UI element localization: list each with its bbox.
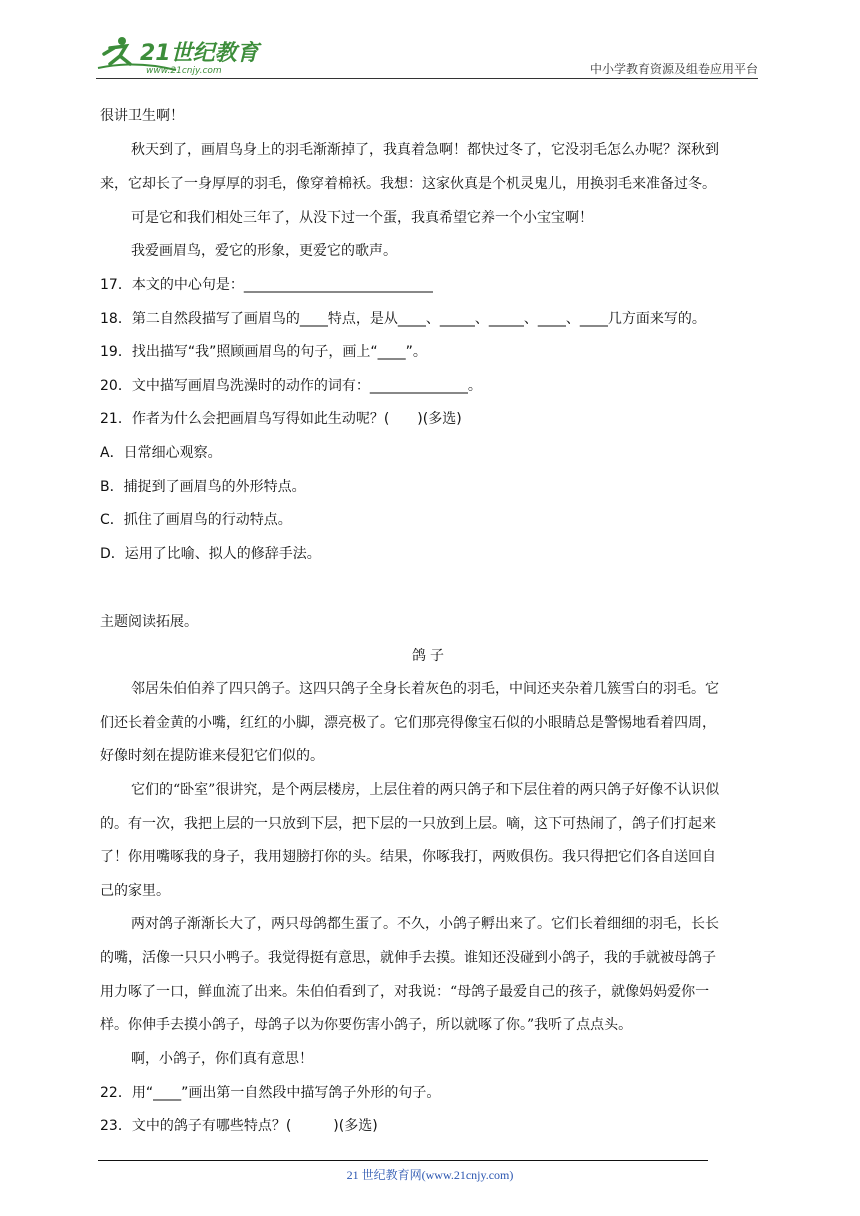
question-18: 18．第二自然段描写了画眉鸟的____特点，是从____、_____、_____、____、____几方面来写的。 [100,311,706,327]
passage-line: 可是它和我们相处三年了，从没下过一个蛋，我真希望它养一个小宝宝啊！ [131,210,593,226]
option-c: C．抓住了画眉鸟的行动特点。 [100,512,292,528]
question-20: 20．文中描写画眉鸟洗澡时的动作的词有：______________。 [100,378,482,394]
section-heading: 主题阅读拓展。 [100,614,198,630]
passage-line: 它们的“卧室”很讲究，是个两层楼房，上层住着的两只鸽子和下层住着的两只鸽子好像不认识似 [131,782,720,798]
passage-line: 己的家里。 [100,883,170,899]
option-a: A．日常细心观察。 [100,445,222,461]
question-21: 21．作者为什么会把画眉鸟写得如此生动呢？( )(多选) [100,411,462,427]
header-tagline: 中小学教育资源及组卷应用平台 [589,62,758,76]
passage-line: 啊，小鸽子，你们真有意思！ [131,1051,313,1067]
passage-line: 很讲卫生啊！ [100,108,184,124]
question-23: 23．文中的鸽子有哪些特点？( )(多选) [100,1118,378,1134]
option-d: D．运用了比喻、拟人的修辞手法。 [100,546,321,562]
passage-line: 用力啄了一口，鲜血流了出来。朱伯伯看到了，对我说：“母鸽子最爱自己的孩子，就像妈妈爱你一 [100,984,710,1000]
question-19: 19．找出描写“我”照顾画眉鸟的句子，画上“____”。 [100,344,427,360]
question-22: 22．用“____”画出第一自然段中描写鸽子外形的句子。 [100,1085,441,1101]
passage-line: 两对鸽子渐渐长大了，两只母鸽都生蛋了。不久，小鸽子孵出来了。它们长着细细的羽毛，长长 [131,916,719,932]
footer-link[interactable]: 21 世纪教育网(www.21cnjy.com) [346,1168,514,1182]
passage-line: 我爱画眉鸟，爱它的形象，更爱它的歌声。 [131,243,397,259]
passage-line: 的。有一次，我把上层的一只放到下层，把下层的一只放到上层。嘀，这下可热闹了，鸽子们打起来 [100,816,716,832]
question-17: 17．本文的中心句是：___________________________ [100,277,433,293]
passage-line: 邻居朱伯伯养了四只鸽子。这四只鸽子全身长着灰色的羽毛，中间还夹杂着几簇雪白的羽毛。它 [131,681,719,697]
logo-url: www.21cnjy.com [146,66,222,76]
passage-line: 样。你伸手去摸小鸽子，母鸽子以为你要伤害小鸽子，所以就啄了你。”我听了点点头。 [100,1017,633,1033]
passage-line: 了！你用嘴啄我的身子，我用翅膀打你的头。结果，你啄我打，两败俱伤。我只得把它们各自送回自 [100,849,716,865]
header-divider [96,78,758,79]
passage-line: 秋天到了，画眉鸟身上的羽毛渐渐掉了，我真着急啊！都快过冬了，它没羽毛怎么办呢？深秋到 [131,142,719,158]
footer-divider [98,1160,708,1161]
option-b: B．捕捉到了画眉鸟的外形特点。 [100,479,306,495]
passage-line: 的嘴，活像一只只小鸭子。我觉得挺有意思，就伸手去摸。谁知还没碰到小鸽子，我的手就被母鸽子 [100,950,716,966]
passage-line: 们还长着金黄的小嘴，红红的小脚，漂亮极了。它们那亮得像宝石似的小眼睛总是警惕地看着四周， [100,715,716,731]
logo-text: 21世纪教育 [140,41,259,66]
passage-line: 好像时刻在提防谁来侵犯它们似的。 [100,748,324,764]
passage-title: 鸽子 [412,648,448,664]
passage-line: 来，它却长了一身厚厚的羽毛，像穿着棉袄。我想：这家伙真是个机灵鬼儿，用换羽毛来准备过冬。 [100,176,716,192]
site-logo [96,34,266,76]
